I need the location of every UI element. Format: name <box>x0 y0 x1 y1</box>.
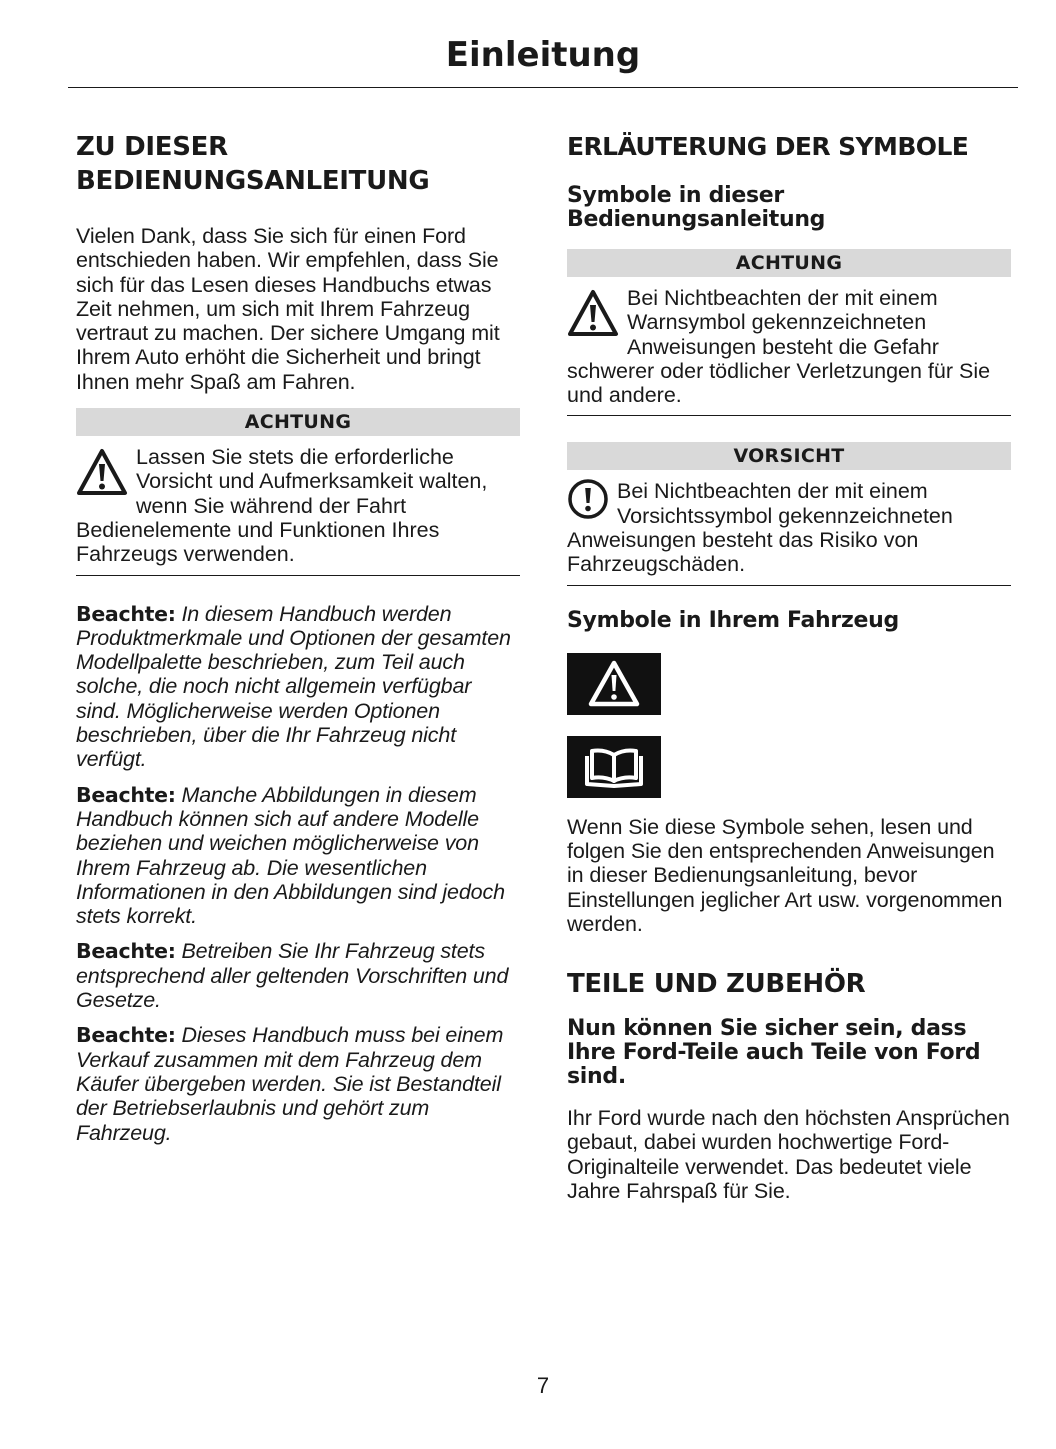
note-text: In diesem Handbuch werden Produktmerkmale und Optionen der gesamten Modellpalette beschrieben, zum Teil auch solche, die noch nicht allgemein verfügbar sind. Möglicherweise werden Optionen beschrieben, über die Ihr Fahrzeug nicht verfügt. <box>76 601 511 772</box>
warning-text: Lassen Sie stets die erforderliche Vorsicht und Aufmerksamkeit walten, wenn Sie während der Fahrt Bedienelemente und Funktionen Ihres Fahrzeugs verwenden. <box>76 445 488 567</box>
parts-paragraph: Ihr Ford wurde nach den höchsten Ansprüchen gebaut, dabei wurden hochwertige Ford-Originalteile verwendet. Das bedeutet viele Jahre Fahrspaß für Sie. <box>567 1106 1010 1204</box>
caution-title: VORSICHT <box>567 442 1011 470</box>
vehicle-warning-symbol-icon <box>567 653 661 715</box>
right-column <box>567 130 1011 1203</box>
caution-text: Bei Nichtbeachten der mit einem Vorsichtssymbol gekennzeichneten Anweisungen besteht das Risiko von Fahrzeugschäden. <box>567 479 953 577</box>
page-number: 7 <box>536 1373 550 1398</box>
note-text: Dieses Handbuch muss bei einem Verkauf zusammen mit dem Fahrzeug dem Käufer übergeben werden. Sie ist Bestandteil der Betriebserlaubnis und gehört zum Fahrzeug. <box>76 1023 504 1145</box>
note-label: Beachte: <box>76 939 176 964</box>
note-label: Beachte: <box>76 1023 176 1048</box>
note-3 <box>76 939 520 1012</box>
subheading-vehicle-symbols: Symbole in Ihrem Fahrzeug <box>567 607 899 633</box>
note-text: Manche Abbildungen in diesem Handbuch können sich auf andere Modelle beziehen und weichen möglicherweise von Ihrem Fahrzeug ab. Die wesentlichen Informationen in den Abbildungen sind jedoch stets korrekt. <box>76 782 505 929</box>
intro-paragraph: Vielen Dank, dass Sie sich für einen Ford entschieden haben. Wir empfehlen, dass Sie sich für das Lesen dieses Handbuchs etwas Zeit nehmen, um sich mit Ihrem Fahrzeug vertraut zu machen. Der sichere Umgang mit Ihrem Auto erhöht die Sicherheit und bringt Ihnen mehr Spaß am Fahren. <box>76 224 500 394</box>
caution-body <box>567 470 1011 584</box>
warning-body <box>567 277 1011 415</box>
warning-title: ACHTUNG <box>567 249 1011 277</box>
section-heading-parts: TEILE UND ZUBEHÖR <box>567 969 866 1000</box>
manual-book-symbol-icon <box>567 736 661 798</box>
warning-callout <box>567 249 1011 416</box>
note-1 <box>76 602 520 772</box>
left-column <box>76 130 520 1145</box>
warning-body <box>76 436 520 574</box>
section-heading-symbols: ERLÄUTERUNG DER SYMBOLE <box>567 132 969 161</box>
subheading-parts: Nun können Sie sicher sein, dass Ihre Ford-Teile auch Teile von Ford sind. <box>567 1016 981 1090</box>
warning-callout <box>76 408 520 575</box>
note-label: Beachte: <box>76 601 176 626</box>
section-heading-manual: ZU DIESER BEDIENUNGSANLEITUNG <box>76 132 430 196</box>
note-4 <box>76 1023 520 1144</box>
warning-text: Bei Nichtbeachten der mit einem Warnsymbol gekennzeichneten Anweisungen besteht die Gefahr schwerer oder tödlicher Verletzungen für Sie und andere. <box>567 286 991 408</box>
note-2 <box>76 783 520 929</box>
warning-triangle-icon <box>567 288 619 340</box>
note-label: Beachte: <box>76 782 176 807</box>
caution-callout <box>567 442 1011 585</box>
page-header <box>68 30 1018 88</box>
page-title: Einleitung <box>445 35 641 75</box>
subheading-manual-symbols: Symbole in dieser Bedienungsanleitung <box>567 183 826 232</box>
warning-triangle-icon <box>76 447 128 499</box>
warning-title: ACHTUNG <box>76 408 520 436</box>
note-text: Betreiben Sie Ihr Fahrzeug stets entsprechend aller geltenden Vorschriften und Gesetze. <box>76 939 509 1013</box>
caution-exclamation-icon <box>567 479 609 527</box>
vehicle-symbols <box>567 653 1011 798</box>
symbols-paragraph: Wenn Sie diese Symbole sehen, lesen und folgen Sie den entsprechenden Anweisungen in dieser Bedienungsanleitung, bevor Einstellungen jeglicher Art usw. vorgenommen werden. <box>567 814 1003 936</box>
